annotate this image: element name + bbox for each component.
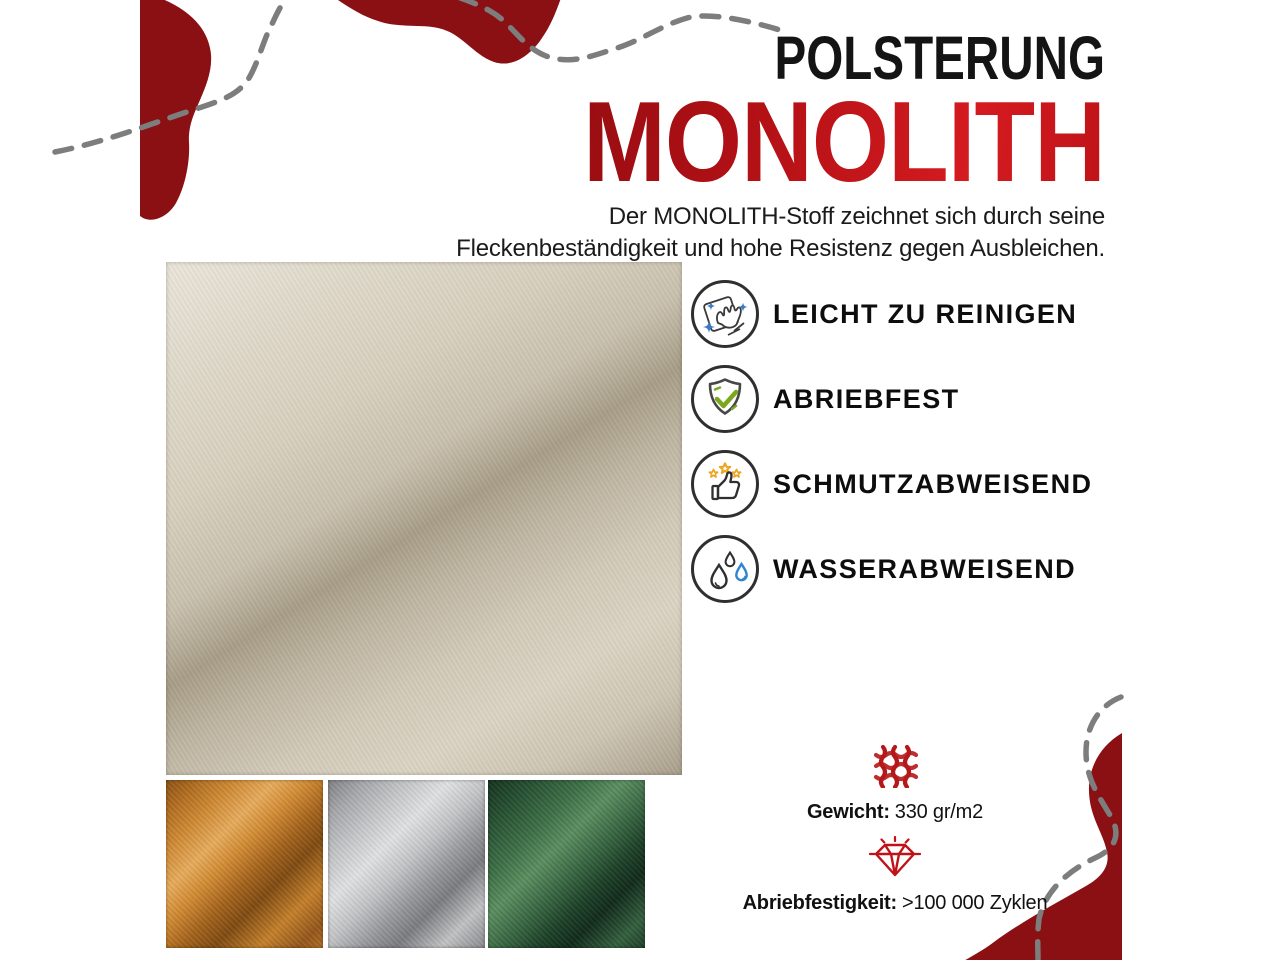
weight-spec [807, 801, 983, 824]
abrasion-label: Abriebfestigkeit: [742, 892, 897, 914]
page-title: MONOLITH [496, 95, 1105, 191]
feature-abrasion-resistant [690, 364, 1092, 434]
feature-dirt-repellent [690, 449, 1092, 519]
wiping-hand-sparkles-icon [690, 279, 760, 349]
fabric-swatch-silver [328, 780, 485, 948]
subtitle-line-2: Fleckenbeständigkeit und hohe Resistenz gegen Ausbleichen. [456, 234, 1105, 262]
water-drops-icon [690, 534, 760, 604]
fabric-photo-beige [166, 262, 682, 775]
feature-easy-to-clean [690, 279, 1092, 349]
feature-list [690, 279, 1092, 619]
weight-value: 330 gr/m2 [894, 801, 984, 823]
weight-label: Gewicht: [806, 801, 890, 823]
spec-block [740, 744, 1050, 915]
kicker-text: POLSTERUNG [774, 24, 1105, 92]
subtitle [405, 201, 1105, 265]
fabric-weave-icon [872, 744, 918, 793]
fabric-swatch-camel [166, 780, 323, 948]
abrasion-spec [743, 892, 1048, 915]
feature-label: LEICHT ZU REINIGEN [773, 298, 1078, 329]
abrasion-value: >100 000 Zyklen [901, 892, 1048, 914]
feature-label: ABRIEBFEST [773, 383, 960, 414]
header [405, 24, 1105, 265]
feature-water-repellent [690, 534, 1092, 604]
feature-label: WASSERABWEISEND [773, 553, 1077, 584]
fabric-swatch-green [488, 780, 645, 948]
feature-label: SCHMUTZABWEISEND [773, 468, 1093, 499]
diamond-icon [868, 836, 922, 887]
shield-check-icon [690, 364, 760, 434]
thumbs-up-stars-icon [690, 449, 760, 519]
subtitle-line-1: Der MONOLITH-Stoff zeichnet sich durch seine [608, 202, 1105, 230]
